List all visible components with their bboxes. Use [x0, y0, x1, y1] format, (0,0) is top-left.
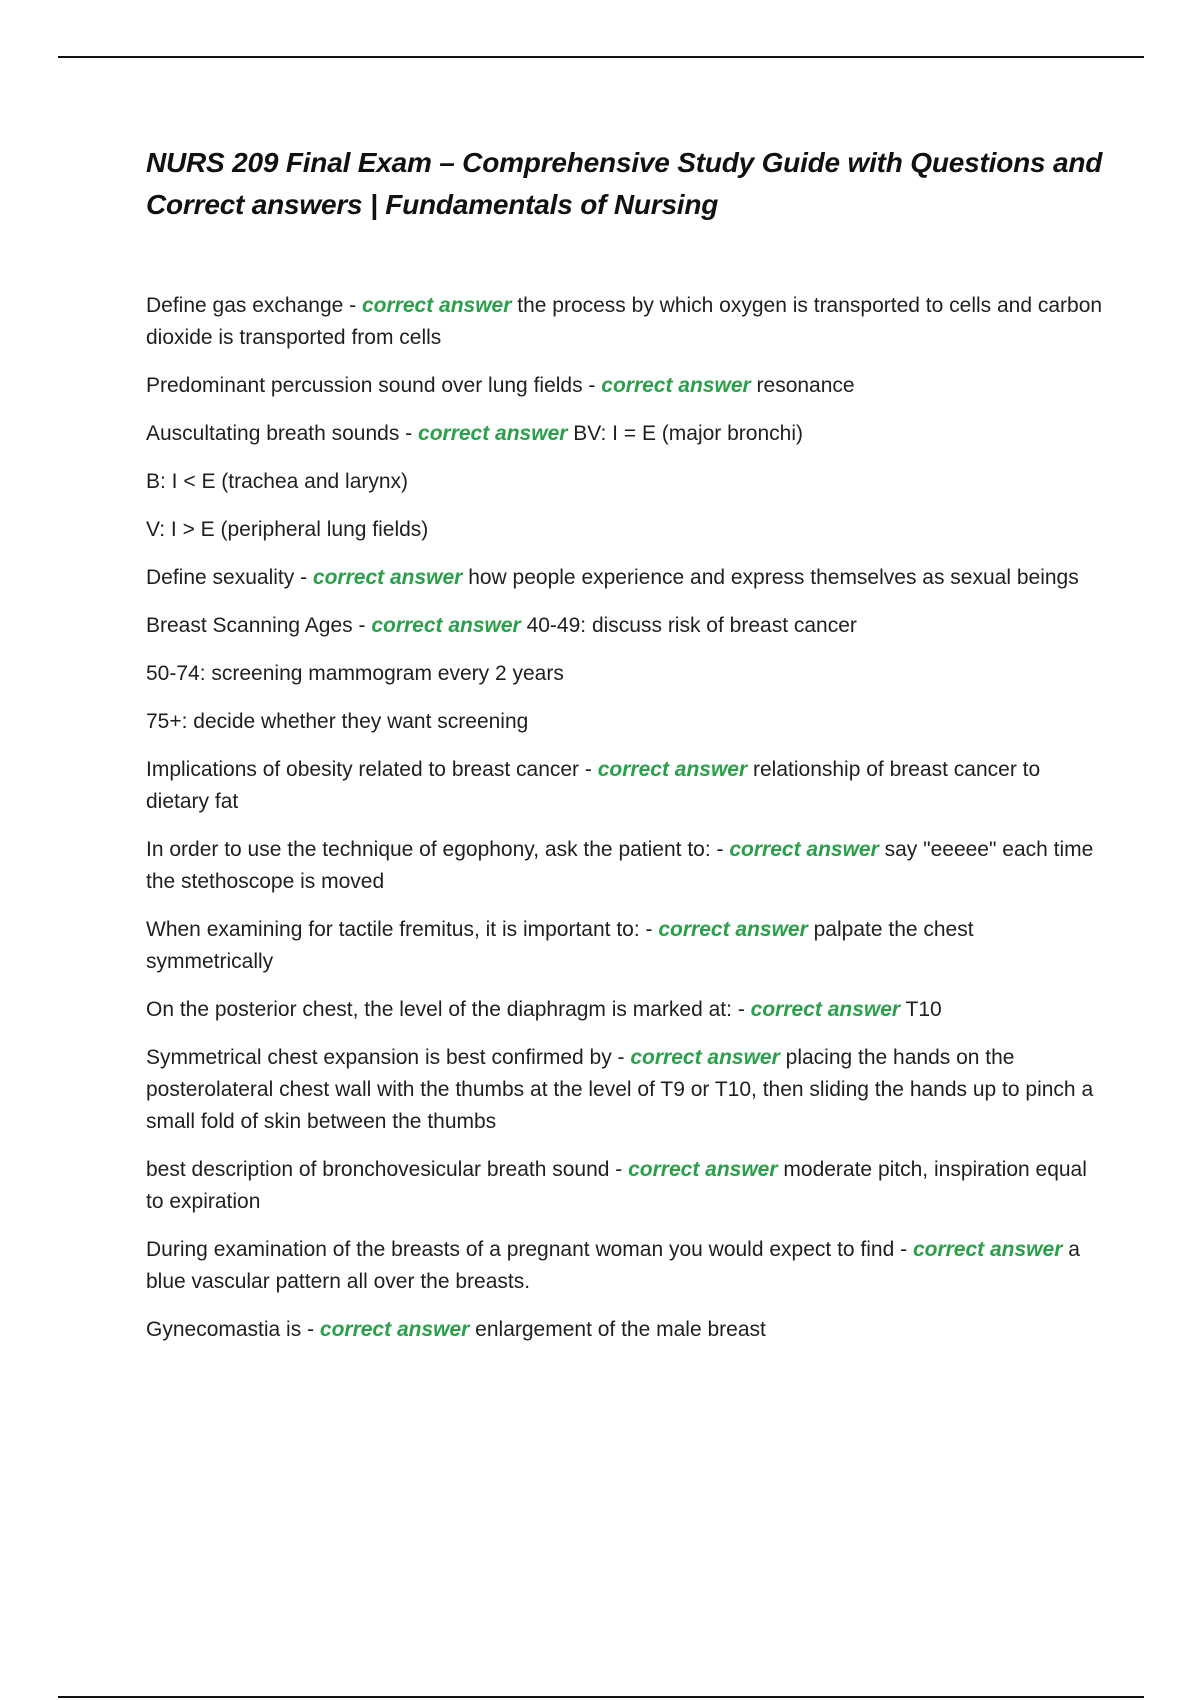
separator: - — [609, 1158, 629, 1181]
answer-label: correct answer — [319, 1318, 470, 1341]
answer-label: correct answer — [912, 1238, 1063, 1261]
question-text: In order to use the technique of egophony, ask the patient to: — [146, 838, 711, 861]
question-text: Define sexuality — [146, 566, 295, 589]
question-text: When examining for tactile fremitus, it is important to: — [146, 918, 640, 941]
separator: - — [710, 838, 730, 861]
question-text: On the posterior chest, the level of the diaphragm is marked at: — [146, 998, 732, 1021]
question-text: best description of bronchovesicular breath sound — [146, 1158, 610, 1181]
question-text: Breast Scanning Ages — [146, 614, 353, 637]
header-rule — [58, 56, 1144, 58]
question-text: Define gas exchange — [146, 294, 344, 317]
answer-label: correct answer — [628, 1158, 778, 1181]
continuation-line: V: I > E (peripheral lung fields) — [146, 518, 429, 541]
answer-label: correct answer — [729, 838, 879, 861]
answer-label: correct answer — [658, 918, 808, 941]
qa-item — [146, 562, 1106, 594]
qa-item — [146, 994, 1106, 1026]
qa-item — [146, 418, 1106, 450]
qa-item — [146, 1042, 1106, 1138]
qa-item — [146, 1234, 1106, 1298]
qa-item — [146, 610, 1106, 642]
separator: - — [579, 758, 598, 781]
answer-label: correct answer — [418, 422, 568, 445]
answer-label: correct answer — [750, 998, 901, 1021]
answer-text: enlargement of the male breast — [475, 1318, 766, 1341]
answer-label: correct answer — [371, 614, 521, 637]
answer-text: T10 — [905, 998, 942, 1021]
answer-label: correct answer — [312, 566, 463, 589]
question-text: During examination of the breasts of a pregnant woman you would expect to find — [146, 1238, 895, 1261]
qa-item — [146, 834, 1106, 898]
separator: - — [894, 1238, 913, 1261]
answer-text: say "eeeee" each time the stethoscope is moved — [146, 838, 1094, 893]
continuation-line: 50-74: screening mammogram every 2 years — [146, 662, 564, 685]
document-body — [146, 142, 1106, 1362]
qa-item — [146, 1154, 1106, 1218]
separator: - — [352, 614, 372, 637]
separator: - — [301, 1318, 320, 1341]
footer-rule — [58, 1696, 1144, 1698]
answer-text: BV: I = E (major bronchi) — [573, 422, 803, 445]
question-text: Implications of obesity related to breast cancer — [146, 758, 580, 781]
separator: - — [582, 374, 602, 397]
qa-item — [146, 1314, 1106, 1346]
question-text: Gynecomastia is — [146, 1318, 302, 1341]
answer-text: a blue vascular pattern all over the breasts. — [146, 1238, 1080, 1293]
continuation-line: 75+: decide whether they want screening — [146, 710, 529, 733]
separator: - — [343, 294, 362, 317]
answer-text: resonance — [756, 374, 855, 397]
question-text: Auscultating breath sounds — [146, 422, 400, 445]
separator: - — [294, 566, 313, 589]
answer-label: correct answer — [601, 374, 751, 397]
separator: - — [611, 1046, 631, 1069]
document-title: NURS 209 Final Exam – Comprehensive Study Guide with Questions and Correct answers | Fundamentals of Nursing — [146, 147, 1103, 220]
answer-label: correct answer — [597, 758, 748, 781]
separator: - — [731, 998, 751, 1021]
answer-text: 40-49: discuss risk of breast cancer — [526, 614, 857, 637]
separator: - — [399, 422, 419, 445]
qa-item — [146, 290, 1106, 354]
answer-text: the process by which oxygen is transported to cells and carbon dioxide is transported from cells — [146, 294, 1103, 349]
question-text: Symmetrical chest expansion is best confirmed by — [146, 1046, 612, 1069]
separator: - — [639, 918, 659, 941]
answer-text: how people experience and express themselves as sexual beings — [468, 566, 1079, 589]
continuation-line: B: I < E (trachea and larynx) — [146, 470, 409, 493]
qa-item — [146, 754, 1106, 818]
answer-text: placing the hands on the posterolateral chest wall with the thumbs at the level of T9 or T10, then sliding the hands up to pinch a small fold of skin between the thumbs — [146, 1046, 1094, 1133]
answer-label: correct answer — [630, 1046, 780, 1069]
answer-label: correct answer — [361, 294, 512, 317]
answer-text: moderate pitch, inspiration equal to expiration — [146, 1158, 1087, 1213]
answer-text: relationship of breast cancer to dietary fat — [146, 758, 1041, 813]
qa-item — [146, 370, 1106, 402]
question-text: Predominant percussion sound over lung fields — [146, 374, 583, 397]
qa-item — [146, 914, 1106, 978]
answer-text: palpate the chest symmetrically — [146, 918, 974, 973]
